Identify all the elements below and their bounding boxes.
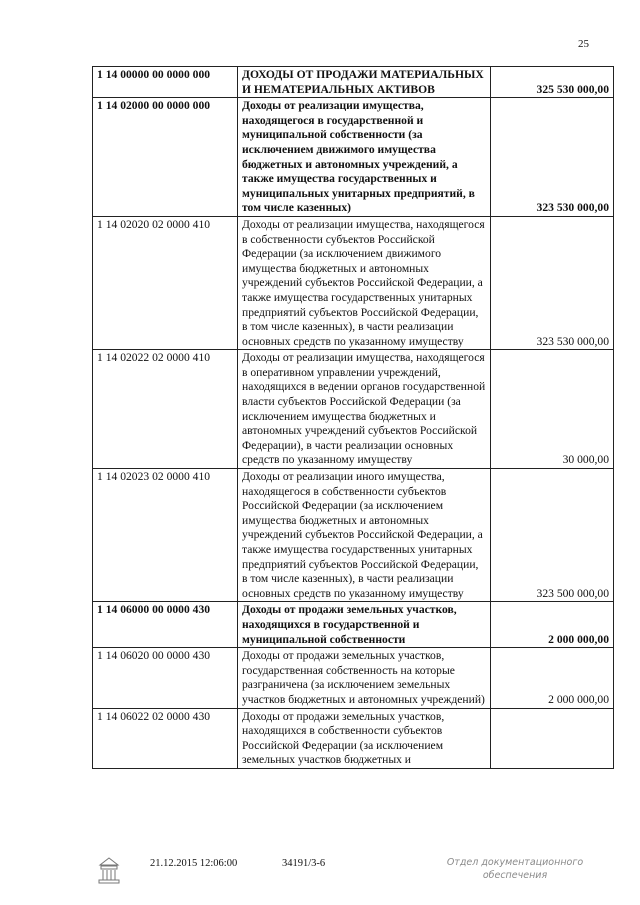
row-code: 1 14 06022 02 0000 430	[93, 708, 238, 768]
row-amount: 323 500 000,00	[491, 469, 614, 602]
table-row	[93, 648, 614, 708]
table-row	[93, 67, 614, 98]
table-row	[93, 602, 614, 648]
row-name: Доходы от реализации имущества, находящегося в собственности субъектов Российской Федерации (за исключением движимого имущества бюджетных и автономных учреждений субъектов Российской Федерации, а также имущества государственных унитарных предприятий субъектов Российской Федерации, в том числе казенных), в части реализации основных средств по указанному имуществу	[238, 216, 491, 349]
row-code: 1 14 02023 02 0000 410	[93, 469, 238, 602]
row-amount: 2 000 000,00	[491, 602, 614, 648]
row-amount	[491, 708, 614, 768]
table-row	[93, 216, 614, 349]
row-amount: 2 000 000,00	[491, 648, 614, 708]
row-name: Доходы от реализации имущества, находящегося в оперативном управлении учреждений, находящихся в ведении органов государственной власти субъектов Российской Федерации (за исключением имущества бюджетных и автономных учреждений субъектов Российской Федерации), в части реализации основных средств по указанному имуществу	[238, 350, 491, 469]
row-name: ДОХОДЫ ОТ ПРОДАЖИ МАТЕРИАЛЬНЫХ И НЕМАТЕРИАЛЬНЫХ АКТИВОВ	[238, 67, 491, 98]
page-footer	[0, 856, 640, 896]
row-name: Доходы от реализации имущества, находящегося в государственной и муниципальной собственности (за исключением движимого имущества бюджетных и автономных учреждений, а также имущества государственных и муниципальных унитарных предприятий, в том числе казенных)	[238, 98, 491, 217]
footer-department	[440, 856, 590, 882]
row-amount: 30 000,00	[491, 350, 614, 469]
table-row	[93, 708, 614, 768]
row-name: Доходы от продажи земельных участков, государственная собственность на которые разграничена (за исключением земельных участков бюджетных и автономных учреждений)	[238, 648, 491, 708]
row-name: Доходы от продажи земельных участков, находящихся в государственной и муниципальной собственности	[238, 602, 491, 648]
row-code: 1 14 06000 00 0000 430	[93, 602, 238, 648]
footer-datetime: 21.12.2015 12:06:00	[150, 858, 238, 869]
row-code: 1 14 02022 02 0000 410	[93, 350, 238, 469]
table-row	[93, 469, 614, 602]
table-row	[93, 98, 614, 217]
department-line: Отдел документационного	[446, 857, 584, 868]
row-amount: 323 530 000,00	[491, 98, 614, 217]
row-amount: 323 530 000,00	[491, 216, 614, 349]
row-name: Доходы от продажи земельных участков, находящихся в собственности субъектов Российской Федерации (за исключением земельных участков бюджетных и	[238, 708, 491, 768]
building-emblem-icon	[96, 856, 122, 886]
footer-doc-number: 34191/3-6	[282, 858, 326, 869]
row-amount: 325 530 000,00	[491, 67, 614, 98]
row-code: 1 14 02020 02 0000 410	[93, 216, 238, 349]
department-line: обеспечения	[482, 870, 548, 881]
page-number: 25	[578, 38, 589, 50]
row-code: 1 14 06020 00 0000 430	[93, 648, 238, 708]
row-code: 1 14 02000 00 0000 000	[93, 98, 238, 217]
row-name: Доходы от реализации иного имущества, находящегося в собственности субъектов Российской Федерации (за исключением имущества бюджетных и автономных учреждений субъектов Российской Федерации, а также имущества государственных унитарных предприятий субъектов Российской Федерации, в том числе казенных), в части реализации основных средств по указанному имуществу	[238, 469, 491, 602]
budget-table	[92, 66, 614, 769]
row-code: 1 14 00000 00 0000 000	[93, 67, 238, 98]
table-row	[93, 350, 614, 469]
